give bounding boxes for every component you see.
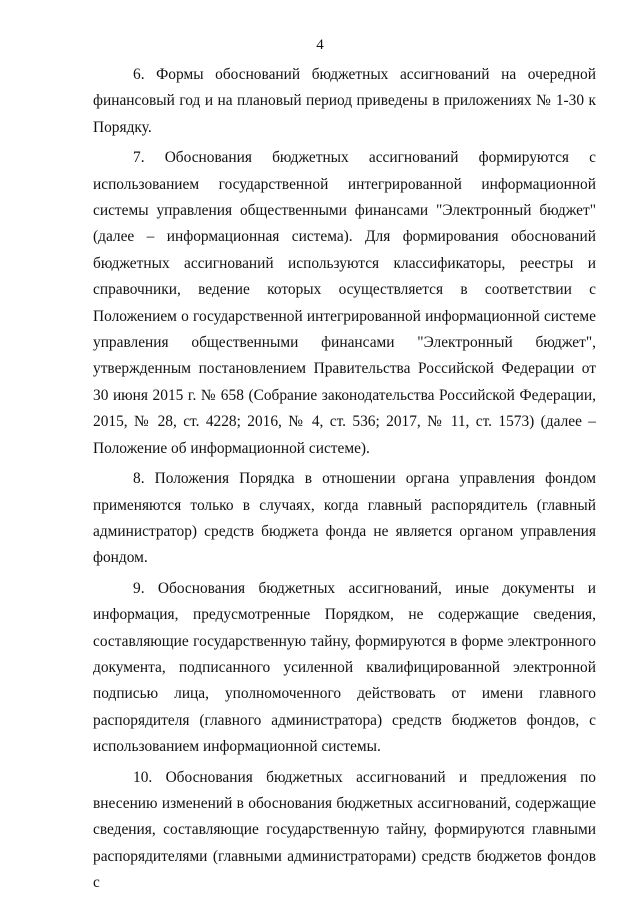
paragraph-6: 6. Формы обоснований бюджетных ассигнований на очередной финансовый год и на плановый период приведены в приложениях № 1-30 к Порядку. <box>93 66 596 136</box>
paragraph-9: 9. Обоснования бюджетных ассигнований, иные документы и информация, предусмотренные Порядком, не содержащие сведения, составляющие государственную тайну, формируются в форме электронного документа, подписанного усиленной квалифицированной электронной подписью лица, уполномоченного действовать от имени главного распорядителя (главного администратора) средств бюджетов фондов, с использованием информационной системы. <box>93 579 596 756</box>
paragraph-8: 8. Положения Порядка в отношении органа управления фондом применяются только в случаях, когда главный распорядитель (главный администратор) средств бюджета фонда не является органом управления фондом. <box>93 470 596 567</box>
document-body <box>93 62 596 901</box>
paragraph-7: 7. Обоснования бюджетных ассигнований формируются с использованием государственной интегрированной информационной системы управления общественными финансами "Электронный бюджет" (далее – информационная система). Для формирования обоснований бюджетных ассигнований используются классификаторы, реестры и справочники, ведение которых осуществляется в соответствии с Положением о государственной интегрированной информационной системе управления общественными финансами "Электронный бюджет", утвержденным постановлением Правительства Российской Федерации от 30 июня 2015 г. № 658 (Собрание законодательства Российской Федерации, 2015, № 28, ст. 4228; 2016, № 4, ст. 536; 2017, № 11, ст. 1573) (далее – Положение об информационной системе). <box>93 149 596 457</box>
page-number: 4 <box>316 37 324 53</box>
paragraph-10: 10. Обоснования бюджетных ассигнований и предложения по внесению изменений в обоснования бюджетных ассигнований, содержащие сведения, составляющие государственную тайну, формируются главными распорядителями (главными администраторами) средств бюджетов фондов с <box>93 768 596 892</box>
